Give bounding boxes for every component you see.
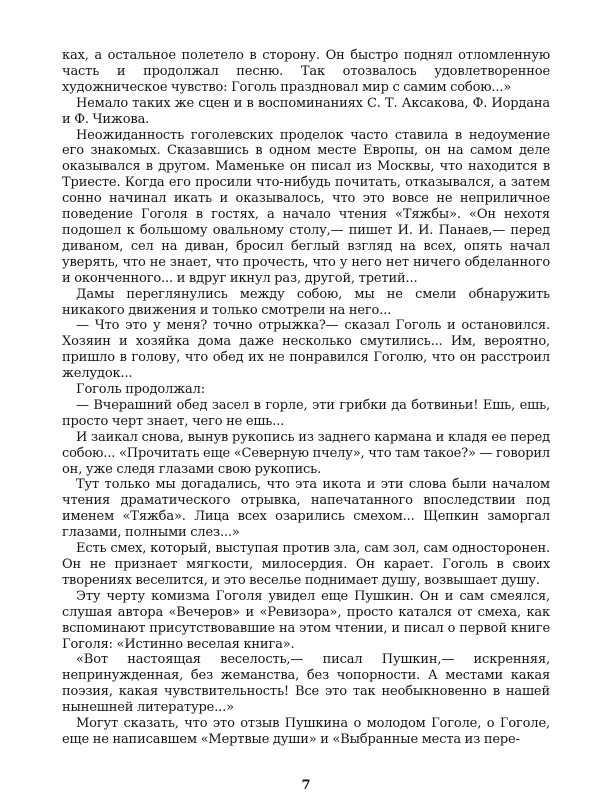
- paragraph-kinds-of-laughter: Есть смех, который, выступая против зла, сам зол, сам односторонен. Он не признает мягкости, милосердия. Он карает. Гоголь в своих творениях веселится, и это веселье поднимает душу, возвышает душу.: [62, 541, 550, 588]
- paragraph-ladies-glanced: Дамы переглянулись между собою, мы не смели обнаружить никакого движения и только смотрели на него...: [62, 286, 550, 318]
- paragraph-hiccup-again: И заикал снова, вынув рукопись из заднего кармана и кладя ее перед собою... «Прочитать еще «Северную пчелу», что там такое?» — говорил он, уже следя глазами свою рукопись.: [62, 429, 551, 477]
- paragraph-pushkin-quote: «Вот настоящая веселость,— писал Пушкин,— искренняя, непринужденная, без жеманства, без чопорности. А местами какая поэзия, какая чувствительность! Все это так необыкновенно в нашей нынешней литературе...»: [62, 652, 550, 716]
- paragraph-aksakov-memoirs: Немало таких же сцен и в воспоминаниях С. Т. Аксакова, Ф. Иордана и Ф. Чижова.: [62, 95, 550, 127]
- paragraph-yesterday-dinner: — Вчерашний обед засел в горле, эти грибки да ботвиньи! Ешь, ешь, просто черт знает, чего не ешь...: [62, 397, 550, 429]
- paragraph-pushkin-saw: Эту черту комизма Гоголя увидел еще Пушкин. Он и сам смеялся, слушая автора «Вечеров» и «Ревизора», просто катался от смеха, как вспоминают присутствовавшие на этом чтении, и писал о первой книге Гоголя: «Истинно веселая книга».: [62, 588, 550, 652]
- book-page: [62, 48, 550, 800]
- paragraph-gogol-continued: Гоголь продолжал:: [76, 382, 205, 398]
- paragraph-unexpected-pranks: Неожиданность гоголевских проделок часто ставила в недоумение его знакомых. Сказавшись в одном месте Европы, он на самом деле оказывался в другом. Маменьке он писал из Москвы, что находится в Триесте. Когда его просили что-нибудь почитать, отказывался, а затем сонно начинал икать и оказывалось, что это вовсе не неприличное поведение Гоголя в гостях, а начало чтения «Тяжбы». «Он нехотя подошел к большому овальному столу,— пишет И. И. Панаев,— перед диваном, сел на диван, бросил беглый взгляд на всех, опять начал уверять, что не знает, что прочесть, что у него нет ничего обделанного и оконченного... и вдруг икнул раз, другой, третий...: [62, 127, 550, 286]
- page-text: [62, 48, 550, 748]
- paragraph-guessed-reading: Тут только мы догадались, что эта икота и эти слова были началом чтения драматического отрывка, напечатанного впоследствии под именем «Тяжба». Лица всех озарились смехом... Щепкин заморгал глазами, полными слез...»: [62, 477, 550, 541]
- paragraph-gogol-question: — Что это у меня? точно отрыжка?— сказал Гоголь и остановился. Хозяин и хозяйка дома даже несколько смутились... Им, вероятно, пришло в голову, что обед их не понравился Гоголю, что он расстроил желудок...: [62, 318, 550, 382]
- paragraph-continuation: ках, а остальное полетело в сторону. Он быстро поднял отломленную часть и продолжал песню. Так отозвалось удовлетворенное художническое чувство: Гоголь праздновал мир с самим собою...»: [62, 48, 550, 95]
- paragraph-may-say: Могут сказать, что это отзыв Пушкина о молодом Гоголе, о Гоголе, еще не написавшем «Мертвые души» и «Выбранные места из пере-: [62, 716, 550, 747]
- page-number: 7: [301, 778, 311, 793]
